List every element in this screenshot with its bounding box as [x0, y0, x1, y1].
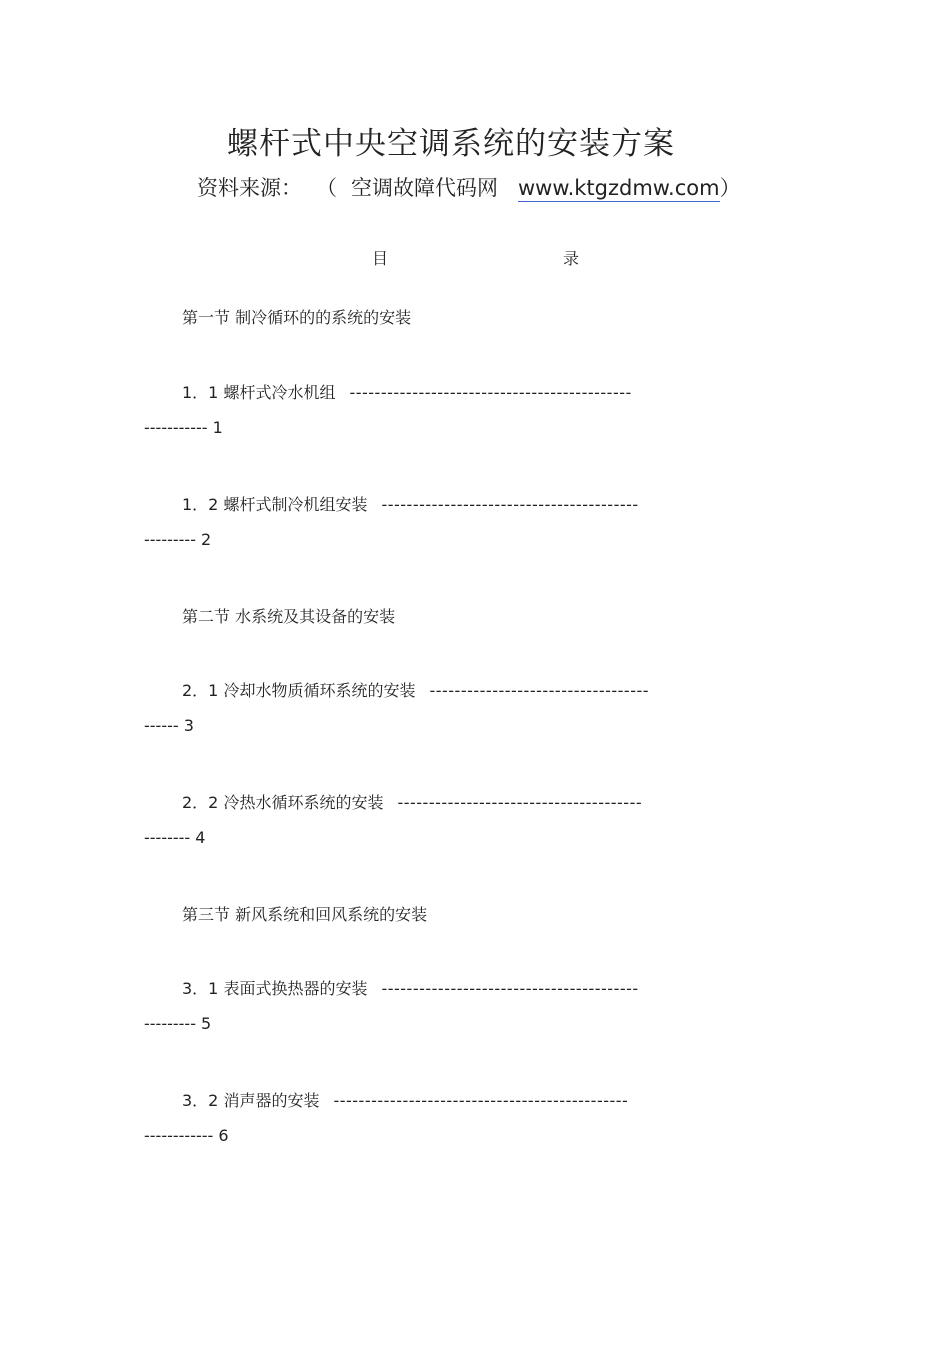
toc-entry-leader: ----------------------------------------- [381, 495, 639, 514]
source-url-link[interactable]: www.ktgzdmw.com [518, 176, 720, 200]
toc-entry-text: 1．1 螺杆式冷水机组 [182, 383, 336, 402]
toc-entry-1-2-page[interactable]: --------- 2 [144, 530, 212, 549]
toc-entry-3-2[interactable] [182, 1088, 628, 1111]
source-site-name: 空调故障代码网 [351, 176, 498, 200]
document-title: 螺杆式中央空调系统的安装方案 [227, 126, 675, 162]
toc-entry-3-2-page[interactable]: ------------ 6 [144, 1126, 229, 1145]
toc-entry-2-1[interactable] [182, 678, 649, 701]
toc-entry-3-1[interactable] [182, 976, 639, 999]
toc-entry-leader: ----------------------------------- [429, 681, 650, 700]
toc-entry-leader: --------------------------------------------- [349, 383, 632, 402]
toc-entry-2-2[interactable] [182, 790, 642, 813]
toc-entry-text: 2．2 冷热水循环系统的安装 [182, 793, 384, 812]
toc-section-3[interactable]: 第三节 新风系统和回风系统的安装 [182, 905, 428, 924]
toc-entry-text: 3．2 消声器的安装 [182, 1091, 320, 1110]
source-line [197, 172, 741, 202]
toc-section-2[interactable]: 第二节 水系统及其设备的安装 [182, 607, 396, 626]
toc-entry-leader: ----------------------------------------------- [333, 1091, 629, 1110]
toc-entry-3-1-page[interactable]: --------- 5 [144, 1014, 212, 1033]
toc-entry-text: 2．1 冷却水物质循环系统的安装 [182, 681, 416, 700]
toc-section-1[interactable]: 第一节 制冷循环的的系统的安装 [182, 308, 412, 327]
toc-entry-2-2-page[interactable]: -------- 4 [144, 828, 206, 847]
toc-entry-1-2[interactable] [182, 492, 639, 515]
toc-heading-left: 目 [372, 249, 389, 268]
source-open-paren: （ [316, 176, 337, 200]
toc-entry-text: 1．2 螺杆式制冷机组安装 [182, 495, 368, 514]
toc-entry-text: 3．1 表面式换热器的安装 [182, 979, 368, 998]
toc-entry-1-1-page[interactable]: ----------- 1 [144, 418, 223, 437]
toc-entry-1-1[interactable] [182, 380, 632, 403]
toc-entry-2-1-page[interactable]: ------ 3 [144, 716, 194, 735]
toc-entry-leader: --------------------------------------- [397, 793, 643, 812]
source-close-paren: ） [719, 176, 741, 200]
source-label: 资料来源： [197, 176, 302, 200]
toc-heading-right: 录 [563, 249, 580, 268]
toc-entry-leader: ----------------------------------------- [381, 979, 639, 998]
